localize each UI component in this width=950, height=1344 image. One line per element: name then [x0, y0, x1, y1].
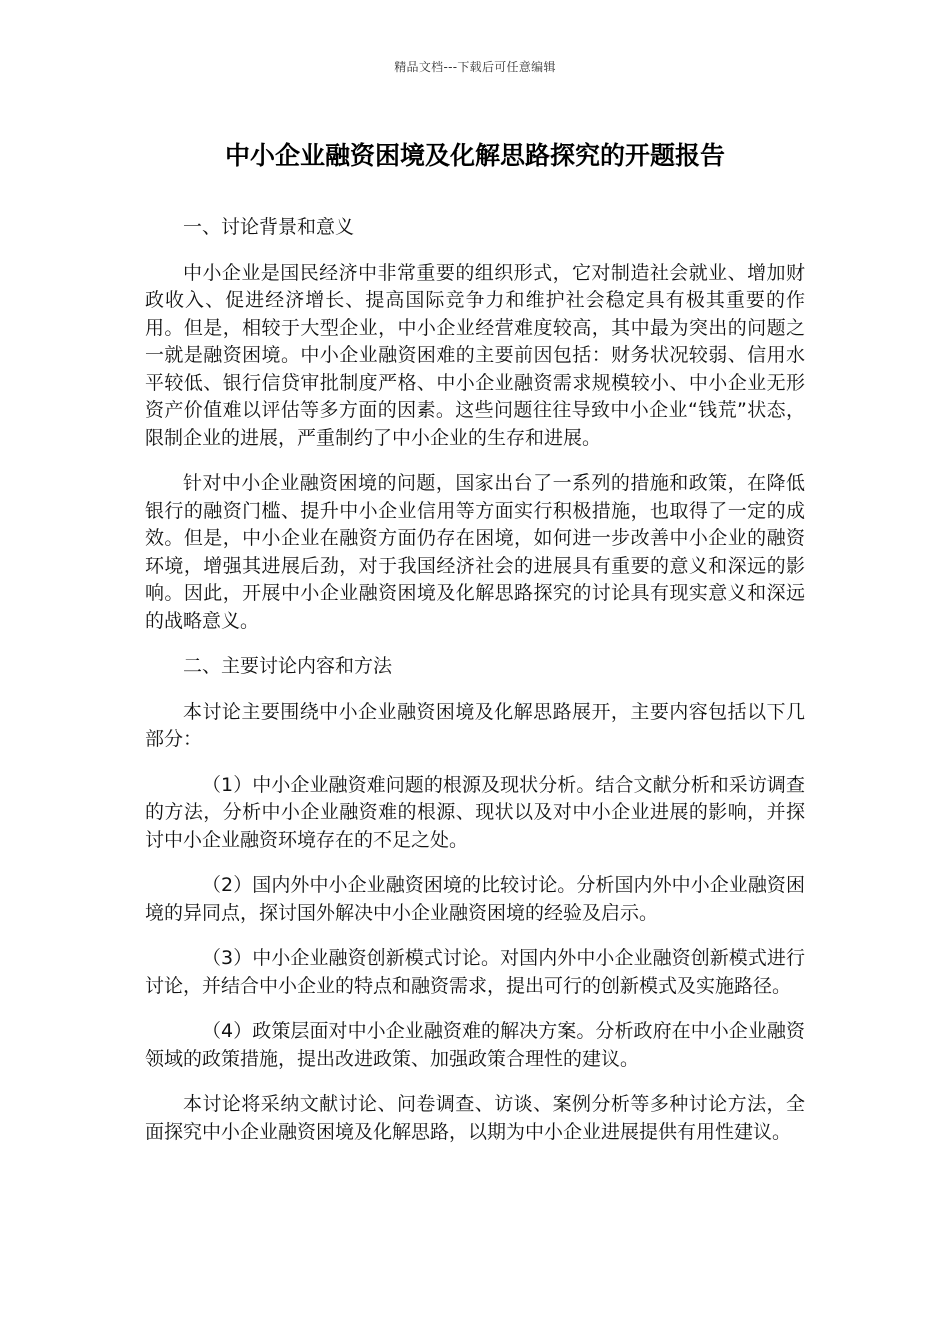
- list-item-1: （1）中小企业融资难问题的根源及现状分析。结合文献分析和采访调查的方法，分析中小企业融资难的根源、现状以及对中小企业进展的影响，并探讨中小企业融资环境存在的不足之处。: [145, 773, 805, 851]
- paragraph-methods: 本讨论将采纳文献讨论、问卷调查、访谈、案例分析等多种讨论方法，全面探究中小企业融资困境及化解思路，以期为中小企业进展提供有用性建议。: [145, 1093, 805, 1143]
- paragraph-content-intro: 本讨论主要围绕中小企业融资困境及化解思路展开，主要内容包括以下几部分：: [145, 700, 805, 750]
- paragraph-background-1: 中小企业是国民经济中非常重要的组织形式，它对制造社会就业、增加财政收入、促进经济增长、提高国际竞争力和维护社会稳定具有极其重要的作用。但是，相较于大型企业，中小企业经营难度较高，其中最为突出的问题之一就是融资困境。中小企业融资困难的主要前因包括：财务状况较弱、信用水平较低、银行信贷审批制度严格、中小企业融资需求规模较小、中小企业无形资产价值难以评估等多方面的因素。这些问题往往导致中小企业“钱荒”状态，限制企业的进展，严重制约了中小企业的生存和进展。: [145, 261, 805, 449]
- document-body: [145, 214, 805, 1164]
- section-heading-background: 一、讨论背景和意义: [183, 216, 355, 238]
- document-title: 中小企业融资困境及化解思路探究的开题报告: [224, 141, 725, 170]
- header-note: 精品文档---下载后可任意编辑: [394, 60, 556, 74]
- list-item-2: （2）国内外中小企业融资困境的比较讨论。分析国内外中小企业融资困境的异同点，探讨国外解决中小企业融资困境的经验及启示。: [145, 874, 805, 924]
- list-item-3: （3）中小企业融资创新模式讨论。对国内外中小企业融资创新模式进行讨论，并结合中小企业的特点和融资需求，提出可行的创新模式及实施路径。: [145, 947, 805, 997]
- list-item-4: （4）政策层面对中小企业融资难的解决方案。分析政府在中小企业融资领域的政策措施，提出改进政策、加强政策合理性的建议。: [145, 1020, 805, 1070]
- section-heading-content-methods: 二、主要讨论内容和方法: [183, 655, 393, 677]
- paragraph-background-2: 针对中小企业融资困境的问题，国家出台了一系列的措施和政策，在降低银行的融资门槛、提升中小企业信用等方面实行积极措施，也取得了一定的成效。但是，中小企业在融资方面仍存在困境，如何进一步改善中小企业的融资环境，增强其进展后劲，对于我国经济社会的进展具有重要的意义和深远的影响。因此，开展中小企业融资困境及化解思路探究的讨论具有现实意义和深远的战略意义。: [145, 472, 805, 632]
